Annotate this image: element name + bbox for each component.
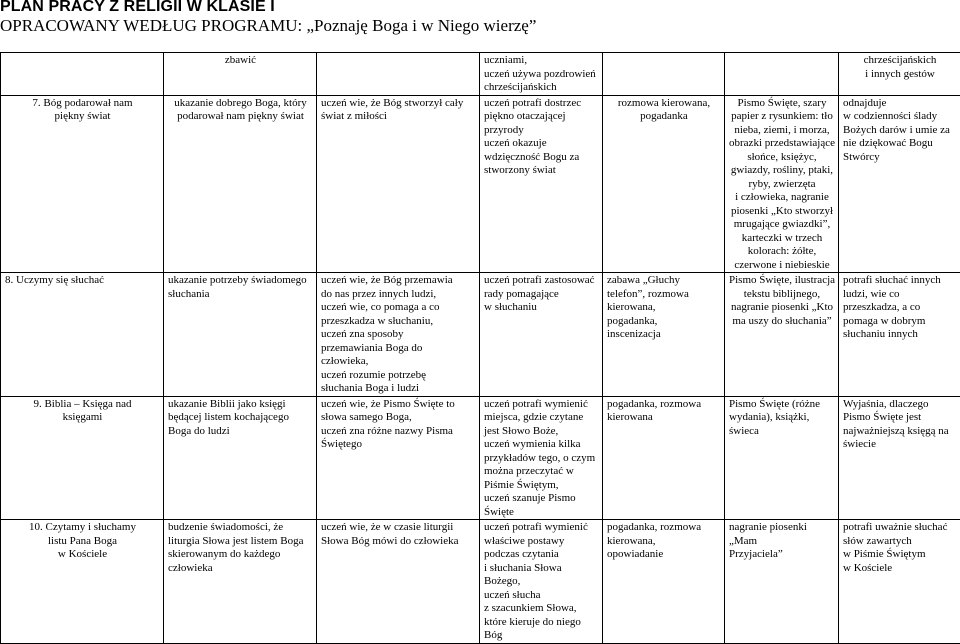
- cell-topic: [1, 53, 164, 96]
- cell-topic: 8. Uczymy się słuchać: [1, 273, 164, 397]
- program-subtitle: OPRACOWANY WEDŁUG PROGRAMU: „Poznaję Boga i w Niego wierzę”: [0, 16, 536, 36]
- cell-goal: ukazanie potrzeby świadomego słuchania: [164, 273, 317, 397]
- table-row: [1, 520, 960, 644]
- cell-aids: [725, 53, 839, 96]
- cell-topic: 9. Biblia – Księga nad księgami: [1, 396, 164, 520]
- cell-attitudes: Wyjaśnia, dlaczego Pismo Święte jest najważniejszą księgą na świecie: [839, 396, 960, 520]
- cell-attitudes: potrafi uważnie słuchać słów zawartych w Piśmie Świętym w Kościele: [839, 520, 960, 644]
- cell-aids: nagranie piosenki „Mam Przyjaciela”: [725, 520, 839, 644]
- table-row: [1, 396, 960, 520]
- table-row-continuation: [1, 53, 960, 96]
- document-title: PLAN PRACY Z RELIGII W KLASIE I: [0, 0, 275, 16]
- cell-skills: uczeń potrafi zastosować rady pomagające w słuchaniu: [480, 273, 603, 397]
- table-row: [1, 95, 960, 273]
- cell-aids: Pismo Święte, szary papier z rysunkiem: tło nieba, ziemi, i morza, obrazki przedstawiające słońce, księżyc, gwiazdy, rośliny, ptaki, ryby, zwierzęta i człowieka, nagranie piosenki „Kto stworzył mrugające gwiazdki”, karteczki w trzech kolorach: żółte, czerwone i niebieskie: [725, 95, 839, 273]
- cell-methods: zabawa „Głuchy telefon”, rozmowa kierowana, pogadanka, inscenizacja: [603, 273, 725, 397]
- cell-aids: Pismo Święte (różne wydania), książki, świeca: [725, 396, 839, 520]
- cell-methods: pogadanka, rozmowa kierowana: [603, 396, 725, 520]
- cell-attitudes: odnajduje w codzienności ślady Bożych darów i umie za nie dziękować Bogu Stwórcy: [839, 95, 960, 273]
- cell-methods: [603, 53, 725, 96]
- cell-methods: pogadanka, rozmowa kierowana, opowiadanie: [603, 520, 725, 644]
- cell-goal: ukazanie Biblii jako księgi będącej listem kochającego Boga do ludzi: [164, 396, 317, 520]
- lesson-plan-table: [0, 52, 960, 644]
- cell-topic: 7. Bóg podarował nam piękny świat: [1, 95, 164, 273]
- cell-knowledge: uczeń wie, że Pismo Święte to słowa samego Boga, uczeń zna różne nazwy Pisma Świętego: [317, 396, 480, 520]
- cell-skills: uczeń potrafi dostrzec piękno otaczającej przyrody uczeń okazuje wdzięczność Bogu za stworzony świat: [480, 95, 603, 273]
- cell-goal: zbawić: [164, 53, 317, 96]
- cell-knowledge: [317, 53, 480, 96]
- cell-skills: uczeń potrafi wymienić właściwe postawy podczas czytania i słuchania Słowa Bożego, uczeń słucha z szacunkiem Słowa, które kieruje do niego Bóg: [480, 520, 603, 644]
- cell-goal: ukazanie dobrego Boga, który podarował nam piękny świat: [164, 95, 317, 273]
- cell-knowledge: uczeń wie, że Bóg przemawia do nas przez innych ludzi, uczeń wie, co pomaga a co przeszkadza w słuchaniu, uczeń zna sposoby przemawiania Boga do człowieka, uczeń rozumie potrzebę słuchania Boga i ludzi: [317, 273, 480, 397]
- cell-attitudes: chrześcijańskich i innych gestów: [839, 53, 960, 96]
- cell-aids: Pismo Święte, ilustracja tekstu biblijnego, nagranie piosenki „Kto ma uszy do słuchania”: [725, 273, 839, 397]
- cell-knowledge: uczeń wie, że w czasie liturgii Słowa Bóg mówi do człowieka: [317, 520, 480, 644]
- cell-skills: uczeń potrafi wymienić miejsca, gdzie czytane jest Słowo Boże, uczeń wymienia kilka przykładów tego, o czym można przeczytać w Piśmie Świętym, uczeń szanuje Pismo Święte: [480, 396, 603, 520]
- cell-methods: rozmowa kierowana, pogadanka: [603, 95, 725, 273]
- cell-knowledge: uczeń wie, że Bóg stworzył cały świat z miłości: [317, 95, 480, 273]
- cell-goal: budzenie świadomości, że liturgia Słowa jest listem Boga skierowanym do każdego człowieka: [164, 520, 317, 644]
- table-row: [1, 273, 960, 397]
- cell-topic: 10. Czytamy i słuchamy listu Pana Boga w Kościele: [1, 520, 164, 644]
- cell-attitudes: potrafi słuchać innych ludzi, wie co przeszkadza, a co pomaga w dobrym słuchaniu innych: [839, 273, 960, 397]
- cell-skills: uczniami, uczeń używa pozdrowień chrześcijańskich: [480, 53, 603, 96]
